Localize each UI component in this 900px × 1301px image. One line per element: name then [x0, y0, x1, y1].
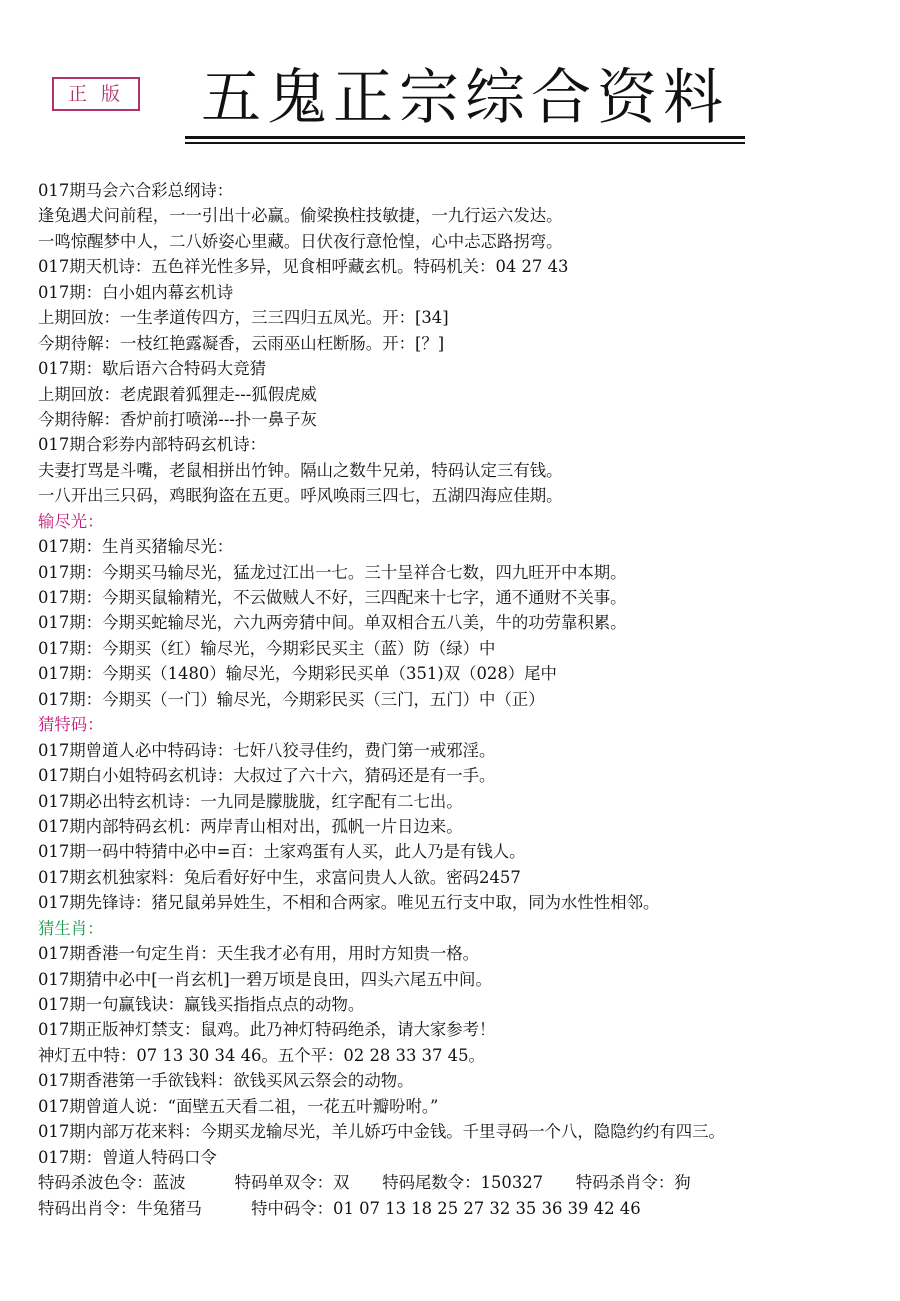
- text-line: 017期必出特玄机诗：一九同是朦胧胧，红字配有二七出。: [38, 791, 463, 811]
- text-line: 017期香港一句定生肖：天生我才必有用，用时方知贵一格。: [38, 944, 480, 964]
- text-line: 017期：生肖买猪输尽光：: [38, 537, 234, 557]
- text-line: 017期：歇后语六合特码大竞猜: [38, 359, 266, 379]
- text-line: 017期曾道人说：“面壁五天看二祖，一花五叶瓣吩咐。”: [38, 1096, 439, 1116]
- text-line: 017期：今期买（一门）输尽光，今期彩民买（三门，五门）中（正）: [38, 689, 545, 709]
- text-line: 今期待解：香炉前打喷涕---扑一鼻子灰: [38, 409, 317, 429]
- section-heading: 输尽光：: [38, 511, 104, 531]
- text-line: 017期玄机独家料：兔后看好好中生，求富问贵人人欲。密码2457: [38, 867, 521, 887]
- text-line: 017期猜中必中[一肖玄机]一碧万顷是良田，四头六尾五中间。: [38, 969, 492, 989]
- text-line: 017期一码中特猜中必中=百：土家鸡蛋有人买，此人乃是有钱人。: [38, 842, 526, 862]
- text-line: 上期回放：老虎跟着狐狸走---狐假虎威: [38, 384, 317, 404]
- official-badge: 正 版: [52, 77, 140, 111]
- text-line: 017期：今期买马输尽光，猛龙过江出一七。三十呈祥合七数，四九旺开中本期。: [38, 562, 627, 582]
- text-line: 017期马会六合彩总纲诗：: [38, 181, 234, 200]
- section-heading: 猜生肖：: [38, 918, 104, 938]
- text-line: 017期白小姐特码玄机诗：大叔过了六十六，猜码还是有一手。: [38, 766, 496, 786]
- text-line: 017期内部万花来料：今期买龙输尽光，羊儿娇巧中金钱。千里寻码一个八，隐隐约约有四三。: [38, 1122, 725, 1142]
- text-line: 一鸣惊醒梦中人，二八娇姿心里藏。日伏夜行意怆惶，心中忐忑路拐弯。: [38, 231, 563, 251]
- text-line: 017期先锋诗：猪兄鼠弟异姓生，不相和合两家。唯见五行支中取，同为水性性相邻。: [38, 893, 660, 913]
- text-line: 特码出肖令：牛兔猪马 特中码令：01 07 13 18 25 27 32 35 36 39 42 46: [38, 1198, 641, 1218]
- text-line: 017期：今期买（红）输尽光，今期彩民买主（蓝）防（绿）中: [38, 638, 496, 658]
- document-body: [38, 178, 878, 1221]
- text-line: 017期合彩券内部特码玄机诗：: [38, 435, 266, 455]
- text-line: 逢兔遇犬问前程，一一引出十必赢。偷梁换柱技敏捷，一九行运六发达。: [38, 206, 563, 226]
- text-line: 017期天机诗：五色祥光性多异，见食相呼藏玄机。特码机关：04 27 43: [38, 257, 569, 277]
- text-line: 上期回放：一生孝道传四方，三三四归五凤光。开：[34]: [38, 308, 449, 328]
- page-title: 五鬼正宗综合资料: [201, 63, 729, 133]
- text-line: 017期内部特码玄机：两岸青山相对出，孤帆一片日边来。: [38, 816, 463, 836]
- text-line: 017期：今期买鼠输精光，不云做贼人不好，三四配来十七字，通不通财不关事。: [38, 588, 627, 607]
- text-line: 017期：曾道人特码口令: [38, 1147, 217, 1167]
- text-line: 017期：今期买蛇输尽光，六九两旁猜中间。单双相合五八美，牛的功劳靠积累。: [38, 613, 627, 633]
- text-line: 017期一句赢钱诀：赢钱买指指点点的动物。: [38, 995, 365, 1014]
- text-line: 特码杀波色令：蓝波 特码单双令：双 特码尾数令：150327 特码杀肖令：狗: [38, 1173, 691, 1193]
- title-underline-thick: [185, 136, 745, 139]
- text-line: 017期：今期买（1480）输尽光，今期彩民买单（351)双（028）尾中: [38, 664, 557, 684]
- text-line: 017期香港第一手欲钱料：欲钱买风云祭会的动物。: [38, 1071, 414, 1091]
- section-heading: 猜特码：: [38, 715, 104, 735]
- title-underline-thin: [185, 142, 745, 144]
- text-line: 神灯五中特：07 13 30 34 46。五个平：02 28 33 37 45。: [38, 1045, 485, 1065]
- text-line: 017期曾道人必中特码诗：七奸八狡寻佳约，费门第一戒邪淫。: [38, 740, 496, 760]
- text-line: 夫妻打骂是斗嘴，老鼠相拼出竹钟。隔山之数牛兄弟，特码认定三有钱。: [38, 460, 563, 480]
- text-line: 今期待解：一枝红艳露凝香，云雨巫山枉断肠。开：[？]: [38, 333, 445, 353]
- text-line: 017期正版神灯禁支：鼠鸡。此乃神灯特码绝杀，请大家参考！: [38, 1020, 496, 1040]
- text-line: 一八开出三只码，鸡眠狗盗在五更。呼风唤雨三四七，五湖四海应佳期。: [38, 486, 563, 506]
- text-line: 017期：白小姐内幕玄机诗: [38, 282, 234, 302]
